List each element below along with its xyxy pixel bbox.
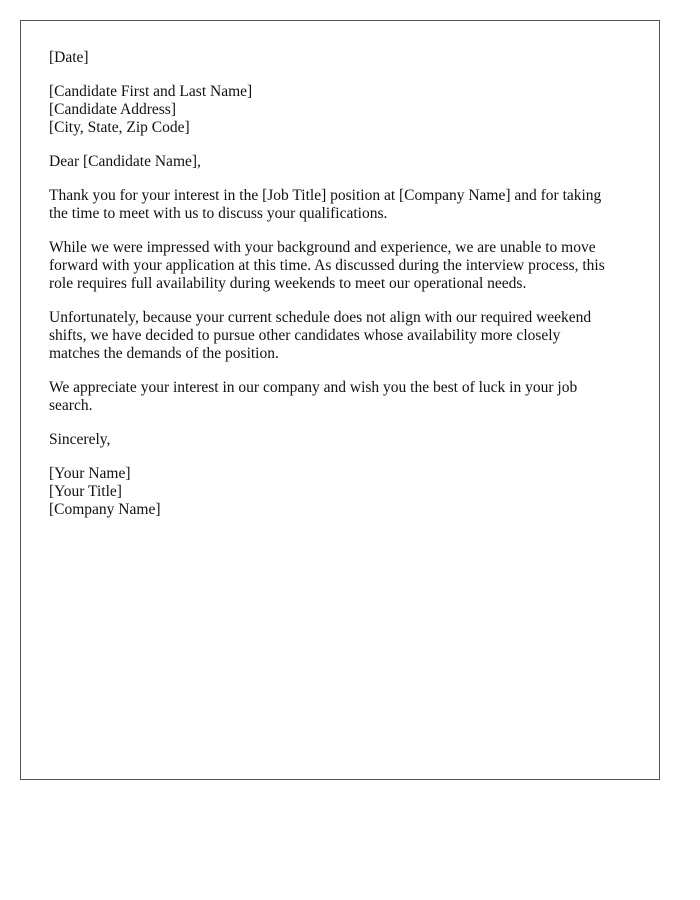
salutation xyxy=(49,153,639,171)
salutation-text: Dear [Candidate Name], xyxy=(49,153,201,170)
closing xyxy=(49,431,639,449)
signature-name: [Your Name] xyxy=(49,465,131,482)
paragraph-2 xyxy=(49,239,639,293)
paragraph-line: shifts, we have decided to pursue other candidates whose availability more closely xyxy=(49,327,561,344)
paragraph-3 xyxy=(49,309,639,363)
signature-company: [Company Name] xyxy=(49,501,161,518)
paragraph-1 xyxy=(49,187,639,223)
closing-text: Sincerely, xyxy=(49,431,111,448)
recipient-address-block xyxy=(49,83,639,137)
letter-page xyxy=(20,20,660,780)
paragraph-line: matches the demands of the position. xyxy=(49,345,279,362)
paragraph-line: Thank you for your interest in the [Job Title] position at [Company Name] and for taking xyxy=(49,187,602,204)
recipient-address: [Candidate Address] xyxy=(49,101,176,118)
signature-title: [Your Title] xyxy=(49,483,122,500)
paragraph-line: the time to meet with us to discuss your qualifications. xyxy=(49,205,388,222)
letter-body xyxy=(49,49,639,535)
signature-block xyxy=(49,465,639,519)
paragraph-line: role requires full availability during weekends to meet our operational needs. xyxy=(49,275,527,292)
recipient-name: [Candidate First and Last Name] xyxy=(49,83,253,100)
paragraph-line: search. xyxy=(49,397,93,414)
paragraph-line: forward with your application at this time. As discussed during the interview process, this xyxy=(49,257,605,274)
paragraph-4 xyxy=(49,379,639,415)
paragraph-line: While we were impressed with your background and experience, we are unable to move xyxy=(49,239,596,256)
letter-date: [Date] xyxy=(49,49,89,66)
paragraph-line: We appreciate your interest in our company and wish you the best of luck in your job xyxy=(49,379,578,396)
paragraph-line: Unfortunately, because your current schedule does not align with our required weekend xyxy=(49,309,592,326)
date-block xyxy=(49,49,639,67)
recipient-city-state-zip: [City, State, Zip Code] xyxy=(49,119,190,136)
